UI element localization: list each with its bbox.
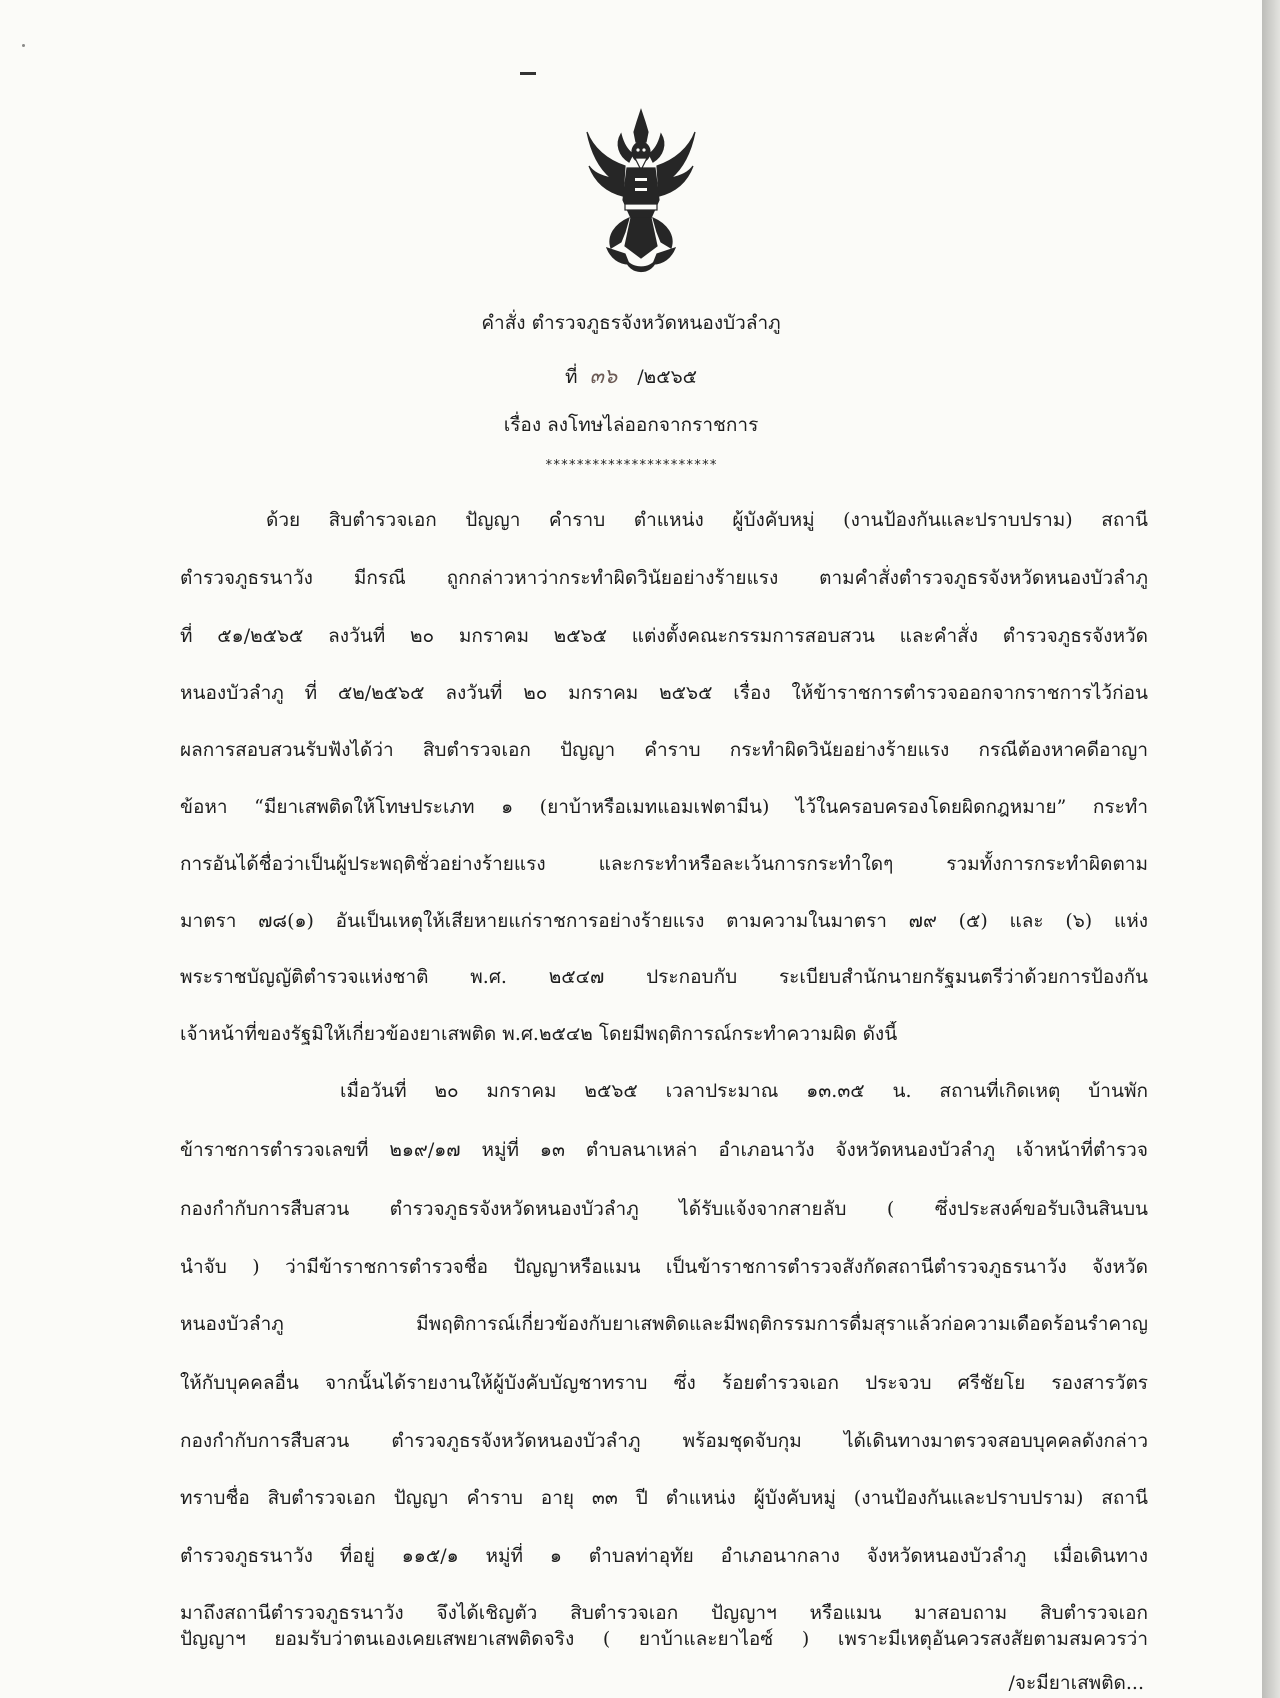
garuda-emblem-icon [585, 108, 697, 280]
paragraph-1-line: ที่ ๕๑/๒๕๖๕ ลงวันที่ ๒๐ มกราคม ๒๕๖๕ แต่งตั้งคณะกรรมการสอบสวน และคำสั่ง ตำรวจภูธรจังหวัด [180, 625, 1148, 647]
order-number-handwritten: ๓๖ [589, 364, 618, 388]
continuation-marker: /จะมียาเสพติด... [1008, 1672, 1144, 1694]
paragraph-2-line: กองกำกับการสืบสวน ตำรวจภูธรจังหวัดหนองบัวลำภู ได้รับแจ้งจากสายลับ ( ซึ่งประสงค์ขอรับเงินสินบน [180, 1198, 1148, 1220]
paragraph-1-line: ด้วย สิบตำรวจเอก ปัญญา คำราบ ตำแหน่ง ผู้บังคับหมู่ (งานป้องกันและปราบปราม) สถานี [266, 509, 1148, 531]
order-title: คำสั่ง ตำรวจภูธรจังหวัดหนองบัวลำภู [481, 312, 781, 334]
paragraph-1-line: ตำรวจภูธรนาวัง มีกรณี ถูกกล่าวหาว่ากระทำผิดวินัยอย่างร้ายแรง ตามคำสั่งตำรวจภูธรจังหวัดหนองบัวลำภู [180, 567, 1148, 589]
paragraph-1-line: ข้อหา “มียาเสพติดให้โทษประเภท ๑ (ยาบ้าหรือเมทแอมเฟตามีน) ไว้ในครอบครองโดยผิดกฎหมาย” กระทำ [180, 796, 1148, 818]
paragraph-2-line: นำจับ ) ว่ามีข้าราชการตำรวจชื่อ ปัญญาหรือแมน เป็นข้าราชการตำรวจสังกัดสถานีตำรวจภูธรนาวัง จังหวัด [180, 1256, 1148, 1278]
paragraph-2-line: ทราบชื่อ สิบตำรวจเอก ปัญญา คำราบ อายุ ๓๓ ปี ตำแหน่ง ผู้บังคับหมู่ (งานป้องกันและปราบปราม) สถานี [180, 1487, 1148, 1509]
order-number-prefix: ที่ [564, 366, 578, 388]
paragraph-1-line: ผลการสอบสวนรับฟังได้ว่า สิบตำรวจเอก ปัญญา คำราบ กระทำผิดวินัยอย่างร้ายแรง กรณีต้องหาคดีอาญา [180, 739, 1148, 761]
paragraph-1-line: หนองบัวลำภู ที่ ๕๒/๒๕๖๕ ลงวันที่ ๒๐ มกราคม ๒๕๖๕ เรื่อง ให้ข้าราชการตำรวจออกจากราชการไว้ก่อน [180, 682, 1148, 704]
order-subject: เรื่อง ลงโทษไล่ออกจากราชการ [503, 414, 759, 436]
paragraph-2-line: มาถึงสถานีตำรวจภูธรนาวัง จึงได้เชิญตัว สิบตำรวจเอก ปัญญาฯ หรือแมน มาสอบถาม สิบตำรวจเอก [180, 1602, 1148, 1624]
order-number-suffix: /๒๕๖๕ [637, 366, 698, 388]
paragraph-2-line: ข้าราชการตำรวจเลขที่ ๒๑๙/๑๗ หมู่ที่ ๑๓ ตำบลนาเหล่า อำเภอนาวัง จังหวัดหนองบัวลำภู เจ้าหน้าที่ตำรวจ [180, 1139, 1148, 1161]
scan-edge [1262, 0, 1280, 1698]
order-number [0, 360, 1262, 393]
paragraph-1-line: พระราชบัญญัติตำรวจแห่งชาติ พ.ศ. ๒๕๔๗ ประกอบกับ ระเบียบสำนักนายกรัฐมนตรีว่าด้วยการป้องกัน [180, 966, 1148, 988]
paragraph-1-line: การอันได้ชื่อว่าเป็นผู้ประพฤติชั่วอย่างร้ายแรง และกระทำหรือละเว้นการกระทำใดๆ รวมทั้งการกระทำผิดตาม [180, 853, 1148, 875]
paragraph-2-line: หนองบัวลำภู มีพฤติการณ์เกี่ยวข้องกับยาเสพติดและมีพฤติกรรมการดื่มสุราแล้วก่อความเดือดร้อนรำคาญ [180, 1313, 1148, 1335]
scan-mark [520, 72, 536, 75]
paragraph-2-line: เมื่อวันที่ ๒๐ มกราคม ๒๕๖๕ เวลาประมาณ ๑๓.๓๕ น. สถานที่เกิดเหตุ บ้านพัก [340, 1080, 1148, 1102]
paragraph-2-line: ปัญญาฯ ยอมรับว่าตนเองเคยเสพยาเสพติดจริง ( ยาบ้าและยาไอซ์ ) เพราะมีเหตุอันควรสงสัยตามสมควรว่า [180, 1628, 1148, 1650]
paragraph-2-line: ให้กับบุคคลอื่น จากนั้นได้รายงานให้ผู้บังคับบัญชาทราบ ซึ่ง ร้อยตำรวจเอก ประจวบ ศรีชัยโย รองสารวัตร [180, 1372, 1148, 1394]
scan-speck [22, 44, 25, 47]
paragraph-2-line: กองกำกับการสืบสวน ตำรวจภูธรจังหวัดหนองบัวลำภู พร้อมชุดจับกุม ได้เดินทางมาตรวจสอบบุคคลดังกล่าว [180, 1430, 1148, 1452]
separator-stars: ********************** [544, 458, 718, 473]
paragraph-1-line: เจ้าหน้าที่ของรัฐมิให้เกี่ยวข้องยาเสพติด พ.ศ.๒๕๔๒ โดยมีพฤติการณ์กระทำความผิด ดังนี้ [180, 1023, 898, 1045]
paragraph-2-line: ตำรวจภูธรนาวัง ที่อยู่ ๑๑๕/๑ หมู่ที่ ๑ ตำบลท่าอุทัย อำเภอนากลาง จังหวัดหนองบัวลำภู เมื่อเดินทาง [180, 1545, 1148, 1567]
paragraph-1-line: มาตรา ๗๘(๑) อันเป็นเหตุให้เสียหายแก่ราชการอย่างร้ายแรง ตามความในมาตรา ๗๙ (๕) และ (๖) แห่ง [180, 910, 1148, 932]
